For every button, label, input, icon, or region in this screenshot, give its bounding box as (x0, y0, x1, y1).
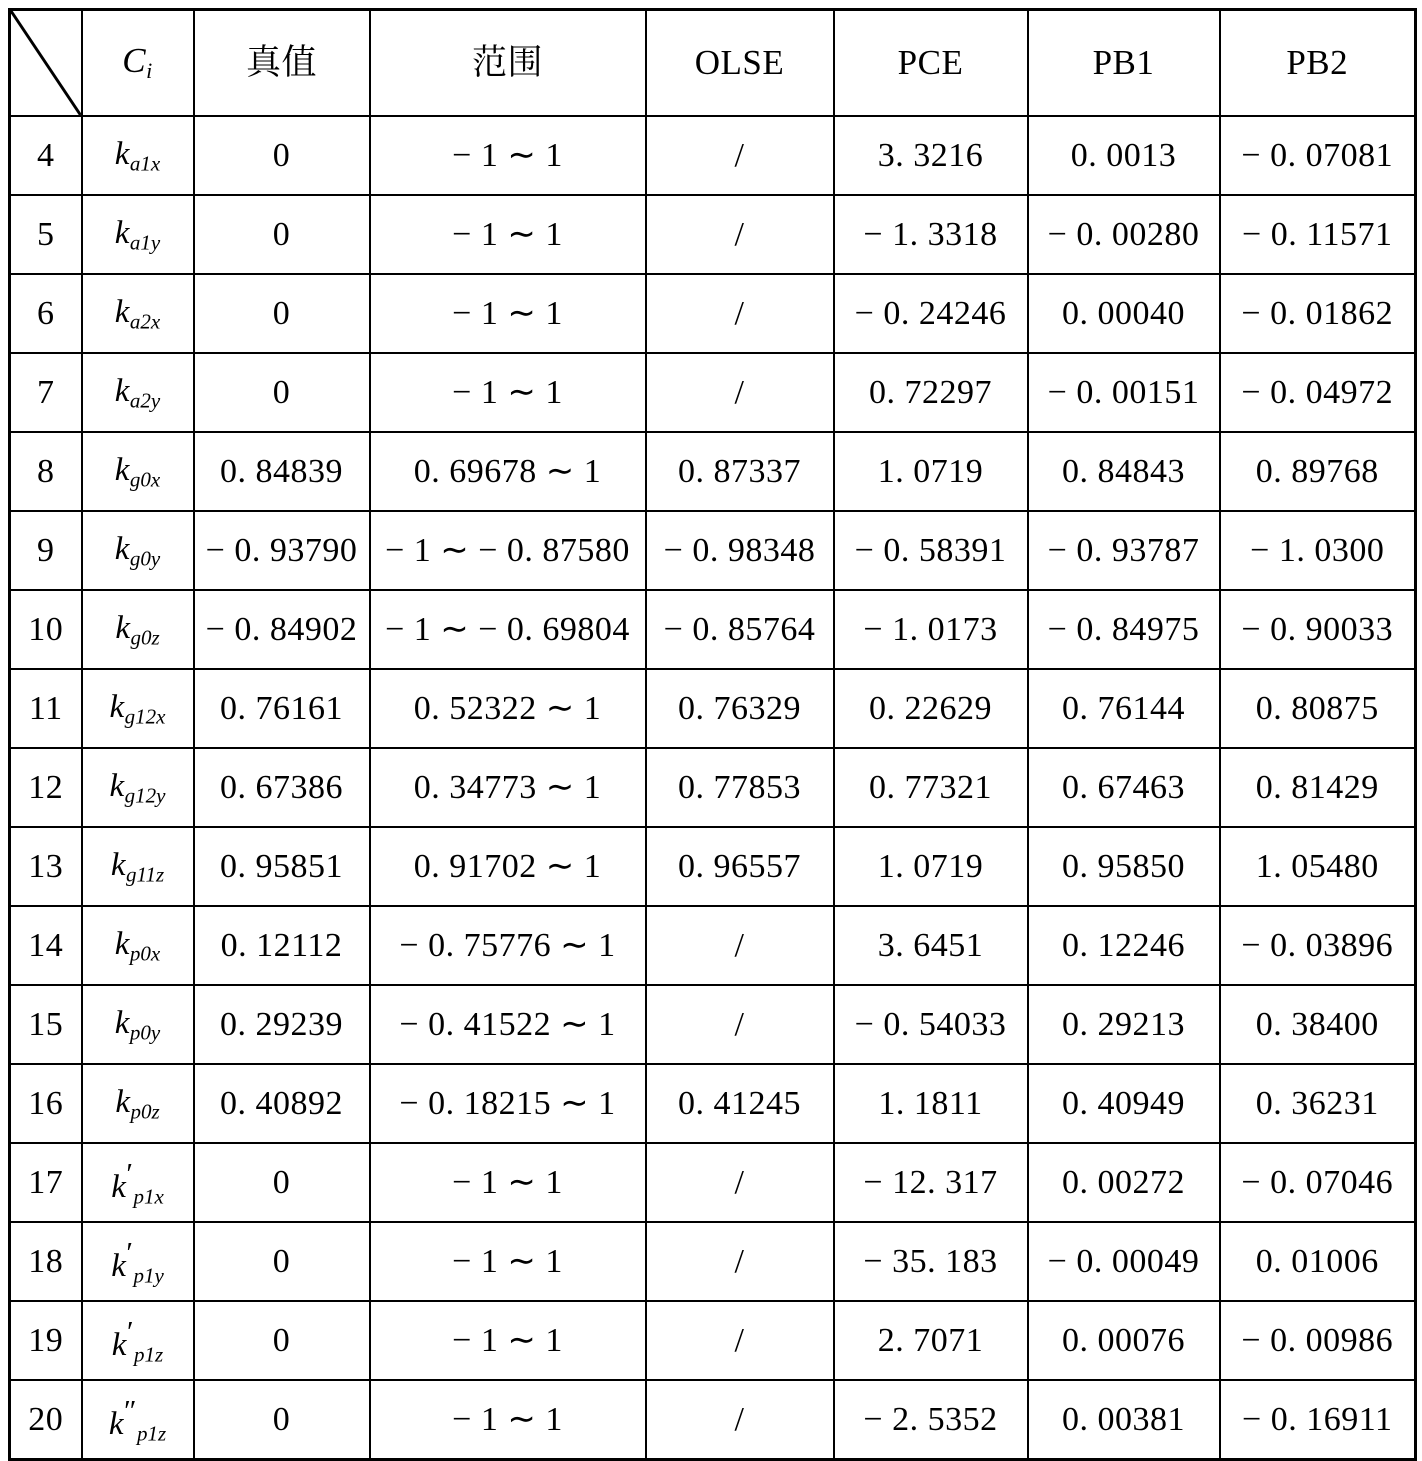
cell-pb2: − 1. 0300 (1220, 511, 1416, 590)
cell-true-value: 0. 84839 (194, 432, 370, 511)
cell-pb2: 1. 05480 (1220, 827, 1416, 906)
symbol-subscript: p0y (129, 1020, 161, 1045)
cell-pce: − 0. 58391 (834, 511, 1028, 590)
cell-olse: / (646, 195, 834, 274)
cell-range: 0. 69678 ∼ 1 (370, 432, 646, 511)
cell-range: 0. 34773 ∼ 1 (370, 748, 646, 827)
symbol-base: k (109, 768, 125, 805)
symbol-subscript: a1x (129, 151, 161, 176)
parameter-symbol (82, 906, 194, 985)
cell-olse: / (646, 1222, 834, 1301)
cell-pb2: 0. 81429 (1220, 748, 1416, 827)
cell-range: 0. 52322 ∼ 1 (370, 669, 646, 748)
cell-pb2: − 0. 07046 (1220, 1143, 1416, 1222)
header-ci-subscript: i (146, 58, 153, 84)
parameter-symbol (82, 1143, 194, 1222)
cell-true-value: 0 (194, 1380, 370, 1460)
cell-range: − 1 ∼ 1 (370, 274, 646, 353)
cell-pb1: 0. 95850 (1028, 827, 1220, 906)
cell-range: − 1 ∼ 1 (370, 1222, 646, 1301)
cell-pb2: − 0. 01862 (1220, 274, 1416, 353)
row-index: 6 (10, 274, 82, 353)
cell-true-value: − 0. 93790 (194, 511, 370, 590)
cell-pb2: − 0. 90033 (1220, 590, 1416, 669)
parameter-symbol (82, 1064, 194, 1143)
cell-pb2: 0. 89768 (1220, 432, 1416, 511)
cell-pce: 1. 0719 (834, 432, 1028, 511)
cell-pb1: − 0. 00151 (1028, 353, 1220, 432)
cell-olse: / (646, 353, 834, 432)
cell-pce: 3. 6451 (834, 906, 1028, 985)
symbol-base: k (110, 847, 127, 884)
cell-pb1: − 0. 84975 (1028, 590, 1220, 669)
cell-pb1: 0. 00076 (1028, 1301, 1220, 1380)
symbol-base: k (111, 1326, 127, 1363)
symbol-prime: ′ (126, 1236, 134, 1270)
symbol-subscript: g12y (124, 783, 166, 808)
symbol-prime: ″ (123, 1394, 137, 1428)
header-olse: OLSE (646, 10, 834, 117)
cell-pce: 1. 0719 (834, 827, 1028, 906)
symbol-base: k (114, 531, 130, 568)
parameter-symbol (82, 353, 194, 432)
header-ci-label: C (122, 41, 147, 81)
cell-pce: − 0. 24246 (834, 274, 1028, 353)
parameter-symbol (82, 511, 194, 590)
cell-pb1: − 0. 00049 (1028, 1222, 1220, 1301)
symbol-subscript: p0z (130, 1099, 160, 1124)
cell-true-value: 0 (194, 353, 370, 432)
cell-olse: − 0. 85764 (646, 590, 834, 669)
cell-pb1: 0. 0013 (1028, 116, 1220, 195)
cell-range: − 1 ∼ 1 (370, 353, 646, 432)
cell-olse: / (646, 1301, 834, 1380)
table-row (10, 1143, 1416, 1222)
row-index: 14 (10, 906, 82, 985)
cell-true-value: 0. 12112 (194, 906, 370, 985)
parameter-comparison-table (8, 8, 1417, 1461)
symbol-subscript: p1z (134, 1341, 164, 1366)
cell-range: − 1 ∼ 1 (370, 1380, 646, 1460)
cell-olse: / (646, 985, 834, 1064)
cell-true-value: 0 (194, 274, 370, 353)
table-row (10, 906, 1416, 985)
row-index: 4 (10, 116, 82, 195)
table-row (10, 827, 1416, 906)
table-row (10, 1301, 1416, 1380)
table-row (10, 1064, 1416, 1143)
symbol-base: k (114, 215, 130, 252)
cell-pb1: 0. 67463 (1028, 748, 1220, 827)
header-row (10, 10, 1416, 117)
symbol-subscript: p1z (136, 1420, 167, 1445)
cell-range: − 1 ∼ 1 (370, 116, 646, 195)
row-index: 10 (10, 590, 82, 669)
cell-olse: / (646, 906, 834, 985)
symbol-base: k (114, 452, 130, 489)
cell-true-value: 0 (194, 1301, 370, 1380)
symbol-subscript: g0z (130, 625, 160, 650)
row-index: 12 (10, 748, 82, 827)
cell-range: − 1 ∼ 1 (370, 1301, 646, 1380)
cell-pce: 1. 1811 (834, 1064, 1028, 1143)
cell-olse: / (646, 274, 834, 353)
symbol-subscript: g0x (129, 467, 161, 492)
cell-pb2: − 0. 16911 (1220, 1380, 1416, 1460)
parameter-symbol (82, 274, 194, 353)
cell-pce: 2. 7071 (834, 1301, 1028, 1380)
header-ci (82, 10, 194, 117)
cell-olse: / (646, 1380, 834, 1460)
header-pb2: PB2 (1220, 10, 1416, 117)
table-row (10, 1380, 1416, 1460)
table-row (10, 748, 1416, 827)
symbol-subscript: g12x (124, 704, 166, 729)
cell-olse: − 0. 98348 (646, 511, 834, 590)
cell-true-value: 0. 67386 (194, 748, 370, 827)
symbol-subscript: g11z (126, 862, 165, 887)
parameter-symbol (82, 1301, 194, 1380)
cell-pb1: 0. 00381 (1028, 1380, 1220, 1460)
symbol-prime: ′ (126, 1315, 135, 1349)
cell-pb2: − 0. 04972 (1220, 353, 1416, 432)
cell-true-value: 0. 95851 (194, 827, 370, 906)
cell-range: − 1 ∼ − 0. 69804 (370, 590, 646, 669)
row-index: 13 (10, 827, 82, 906)
cell-pce: 3. 3216 (834, 116, 1028, 195)
cell-pce: − 0. 54033 (834, 985, 1028, 1064)
parameter-symbol (82, 195, 194, 274)
cell-pb2: 0. 36231 (1220, 1064, 1416, 1143)
symbol-prime: ′ (126, 1157, 134, 1191)
row-index: 20 (10, 1380, 82, 1460)
row-index: 11 (10, 669, 82, 748)
symbol-base: k (114, 373, 130, 410)
cell-pce: − 35. 183 (834, 1222, 1028, 1301)
cell-pb2: − 0. 00986 (1220, 1301, 1416, 1380)
cell-true-value: 0 (194, 1143, 370, 1222)
table-row (10, 1222, 1416, 1301)
cell-pb2: − 0. 11571 (1220, 195, 1416, 274)
symbol-base: k (114, 294, 130, 331)
row-index: 7 (10, 353, 82, 432)
cell-pb2: 0. 38400 (1220, 985, 1416, 1064)
row-index: 16 (10, 1064, 82, 1143)
cell-true-value: 0. 40892 (194, 1064, 370, 1143)
cell-range: − 0. 41522 ∼ 1 (370, 985, 646, 1064)
header-range: 范围 (370, 10, 646, 117)
cell-pb1: − 0. 93787 (1028, 511, 1220, 590)
cell-pb2: 0. 80875 (1220, 669, 1416, 748)
symbol-base: k (111, 1168, 127, 1205)
cell-true-value: 0. 76161 (194, 669, 370, 748)
header-true-value: 真值 (194, 10, 370, 117)
parameter-symbol (82, 827, 194, 906)
cell-pb2: − 0. 07081 (1220, 116, 1416, 195)
cell-range: − 1 ∼ − 0. 87580 (370, 511, 646, 590)
cell-true-value: − 0. 84902 (194, 590, 370, 669)
row-index: 17 (10, 1143, 82, 1222)
parameter-symbol (82, 748, 194, 827)
corner-diagonal-cell (10, 10, 82, 117)
row-index: 8 (10, 432, 82, 511)
cell-pb1: 0. 40949 (1028, 1064, 1220, 1143)
table-row (10, 985, 1416, 1064)
cell-olse: 0. 77853 (646, 748, 834, 827)
table-row (10, 432, 1416, 511)
cell-pb1: 0. 29213 (1028, 985, 1220, 1064)
row-index: 18 (10, 1222, 82, 1301)
cell-pce: 0. 72297 (834, 353, 1028, 432)
cell-range: − 0. 18215 ∼ 1 (370, 1064, 646, 1143)
symbol-base: k (109, 689, 125, 726)
table-row (10, 116, 1416, 195)
symbol-subscript: p0x (129, 941, 161, 966)
row-index: 19 (10, 1301, 82, 1380)
cell-true-value: 0 (194, 116, 370, 195)
table-row (10, 195, 1416, 274)
parameter-symbol (82, 669, 194, 748)
table-row (10, 274, 1416, 353)
cell-pb2: − 0. 03896 (1220, 906, 1416, 985)
table-body (10, 116, 1416, 1460)
symbol-base: k (114, 136, 130, 173)
table-row (10, 669, 1416, 748)
cell-range: − 0. 75776 ∼ 1 (370, 906, 646, 985)
cell-pb2: 0. 01006 (1220, 1222, 1416, 1301)
header-pb1: PB1 (1028, 10, 1220, 117)
row-index: 5 (10, 195, 82, 274)
symbol-base: k (114, 926, 130, 963)
cell-olse: 0. 87337 (646, 432, 834, 511)
cell-pce: 0. 77321 (834, 748, 1028, 827)
symbol-subscript: g0y (129, 546, 161, 571)
cell-pce: − 1. 3318 (834, 195, 1028, 274)
symbol-base: k (115, 610, 131, 647)
diagonal-line-icon (11, 11, 81, 115)
cell-pb1: 0. 00272 (1028, 1143, 1220, 1222)
cell-true-value: 0. 29239 (194, 985, 370, 1064)
cell-pce: − 2. 5352 (834, 1380, 1028, 1460)
cell-olse: 0. 96557 (646, 827, 834, 906)
parameter-symbol (82, 590, 194, 669)
row-index: 15 (10, 985, 82, 1064)
cell-olse: 0. 76329 (646, 669, 834, 748)
symbol-base: k (108, 1405, 124, 1442)
symbol-base: k (111, 1247, 127, 1284)
symbol-subscript: a2y (129, 388, 161, 413)
cell-pb1: 0. 76144 (1028, 669, 1220, 748)
symbol-base: k (115, 1084, 131, 1121)
cell-range: − 1 ∼ 1 (370, 195, 646, 274)
cell-pce: − 1. 0173 (834, 590, 1028, 669)
symbol-subscript: p1x (133, 1183, 164, 1208)
cell-pb1: 0. 84843 (1028, 432, 1220, 511)
cell-true-value: 0 (194, 195, 370, 274)
parameter-symbol (82, 1222, 194, 1301)
table-header (10, 10, 1416, 117)
cell-olse: / (646, 116, 834, 195)
table-row (10, 590, 1416, 669)
symbol-base: k (114, 1005, 130, 1042)
cell-pb1: 0. 00040 (1028, 274, 1220, 353)
cell-true-value: 0 (194, 1222, 370, 1301)
cell-range: − 1 ∼ 1 (370, 1143, 646, 1222)
cell-pb1: − 0. 00280 (1028, 195, 1220, 274)
cell-pce: 0. 22629 (834, 669, 1028, 748)
table-row (10, 353, 1416, 432)
parameter-symbol (82, 1380, 194, 1460)
parameter-symbol (82, 116, 194, 195)
cell-pce: − 12. 317 (834, 1143, 1028, 1222)
symbol-subscript: a1y (129, 230, 161, 255)
header-pce: PCE (834, 10, 1028, 117)
cell-pb1: 0. 12246 (1028, 906, 1220, 985)
symbol-subscript: a2x (129, 309, 161, 334)
table-row (10, 511, 1416, 590)
cell-olse: / (646, 1143, 834, 1222)
symbol-subscript: p1y (133, 1262, 164, 1287)
cell-olse: 0. 41245 (646, 1064, 834, 1143)
parameter-symbol (82, 985, 194, 1064)
parameter-symbol (82, 432, 194, 511)
row-index: 9 (10, 511, 82, 590)
cell-range: 0. 91702 ∼ 1 (370, 827, 646, 906)
